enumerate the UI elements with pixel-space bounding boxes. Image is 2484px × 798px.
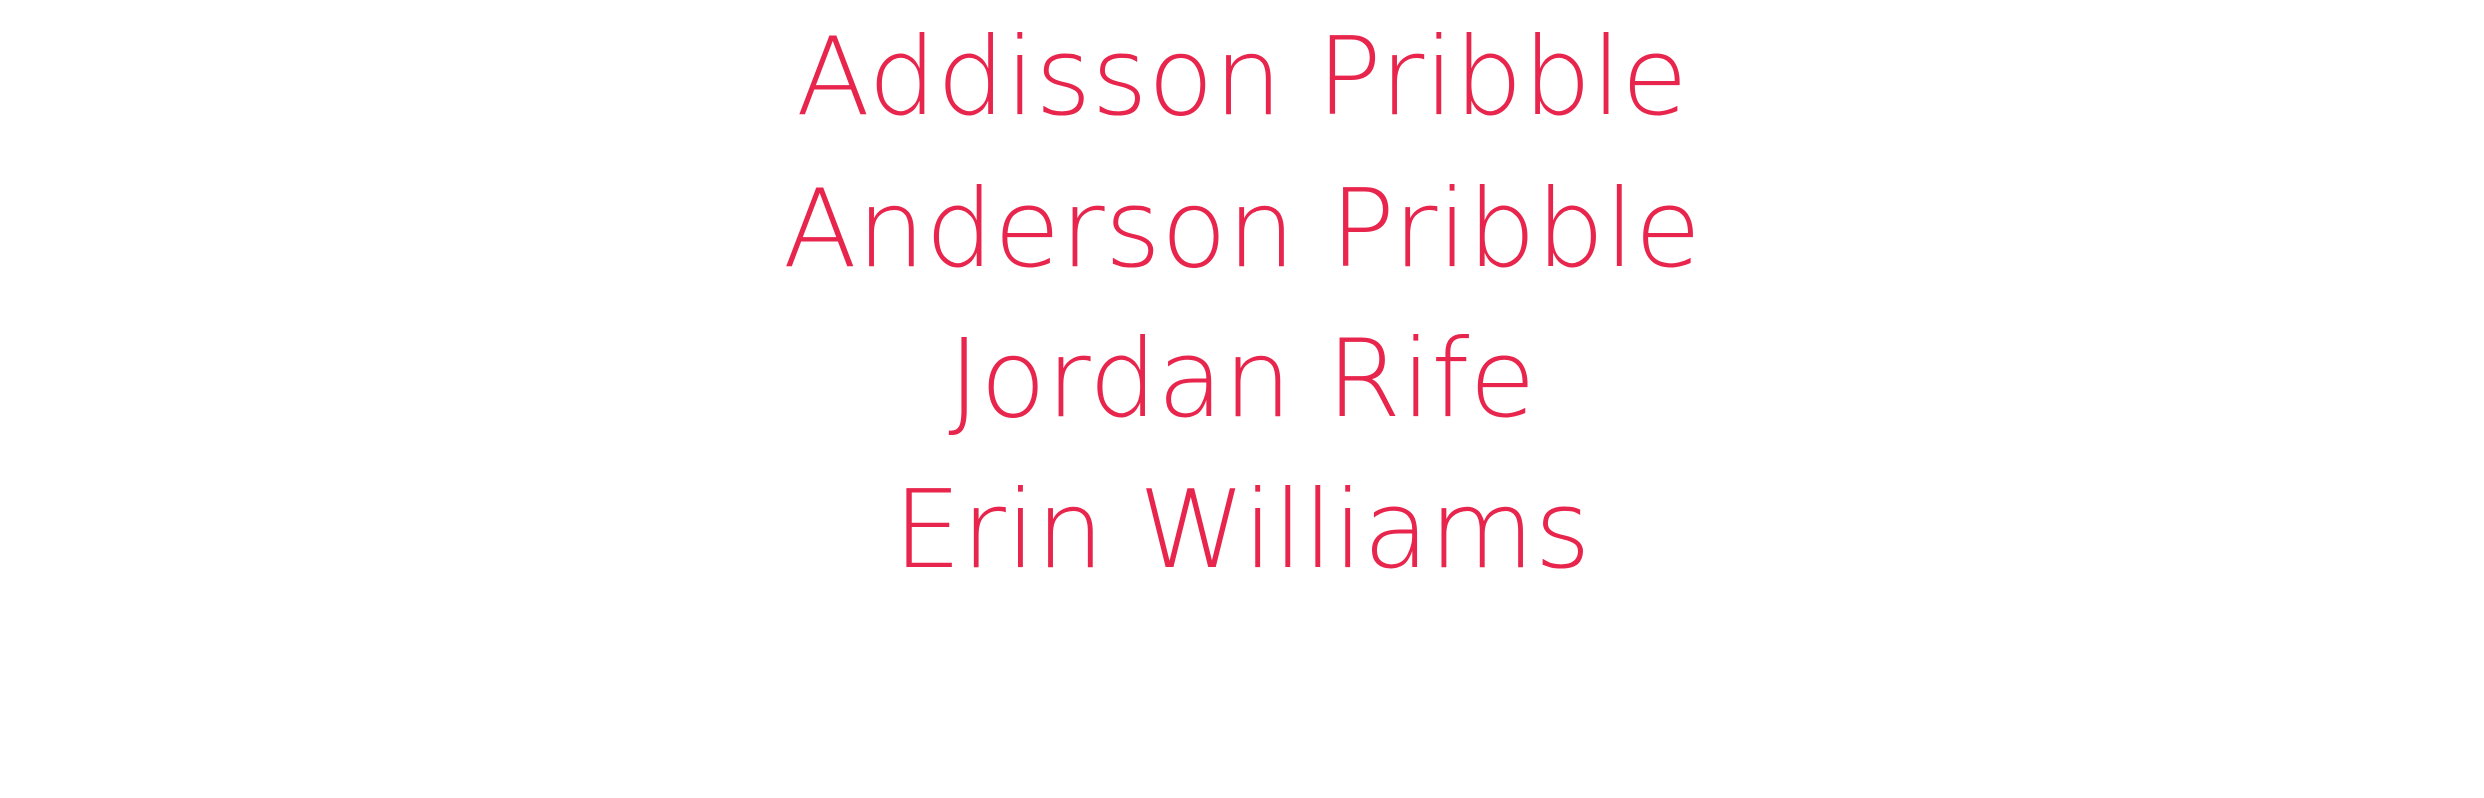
name-item: Erin Williams xyxy=(893,468,1591,593)
name-item: Jordan Rife xyxy=(948,317,1536,442)
name-item: Anderson Pribble xyxy=(782,167,1702,292)
name-item: Addisson Pribble xyxy=(796,15,1688,140)
